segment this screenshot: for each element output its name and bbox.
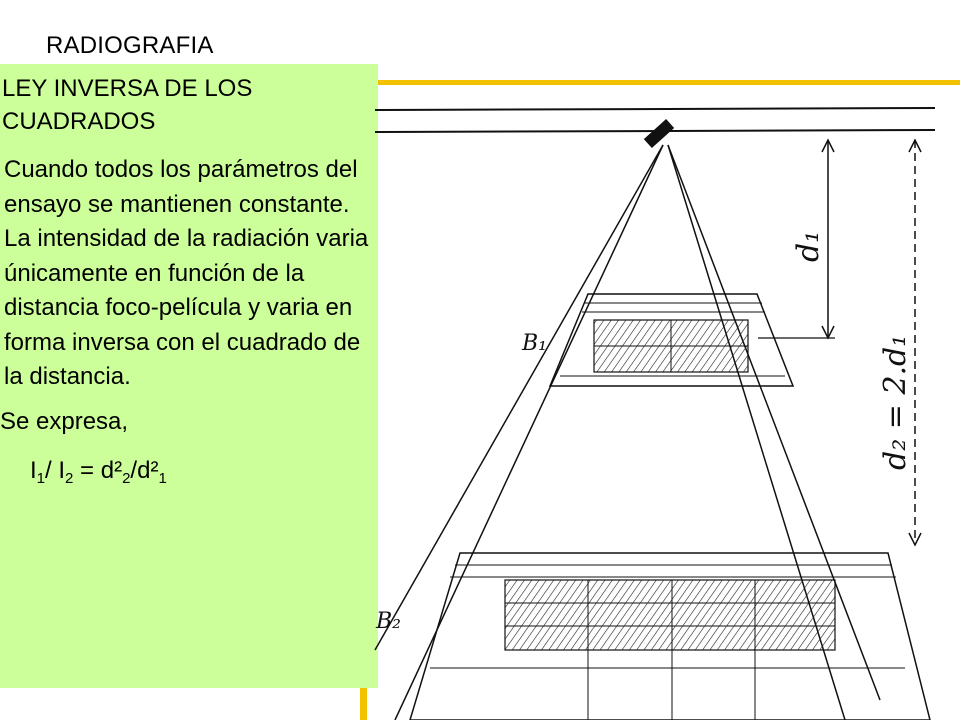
film-plane-2 (410, 553, 930, 720)
panel-intro: Se expresa, (0, 407, 129, 435)
slide-title: RADIOGRAFIA (46, 32, 214, 59)
formula: $I_1/$ $I_2 = d^2_2/d^2_1$ (30, 456, 167, 487)
text-panel (0, 64, 378, 688)
source-icon (644, 119, 674, 148)
panel-heading: LEY INVERSA DE LOS CUADRADOS (2, 75, 253, 135)
beam-line (375, 145, 663, 650)
label-b1: B₁ (522, 331, 547, 356)
top-guide-line (375, 108, 935, 110)
inverse-square-diagram (367, 85, 960, 720)
label-b2: B₂ (376, 609, 401, 634)
label-d1: d₁ (791, 230, 826, 262)
panel-paragraph: Cuando todos los parámetros del ensayo se mantienen constante. La intensidad de la radiación varia únicamente en función de la distancia foco-película y varia en forma inversa con el cuadrado de la distancia. (4, 156, 369, 390)
label-d2: d₂ = 2.d₁ (878, 334, 913, 470)
